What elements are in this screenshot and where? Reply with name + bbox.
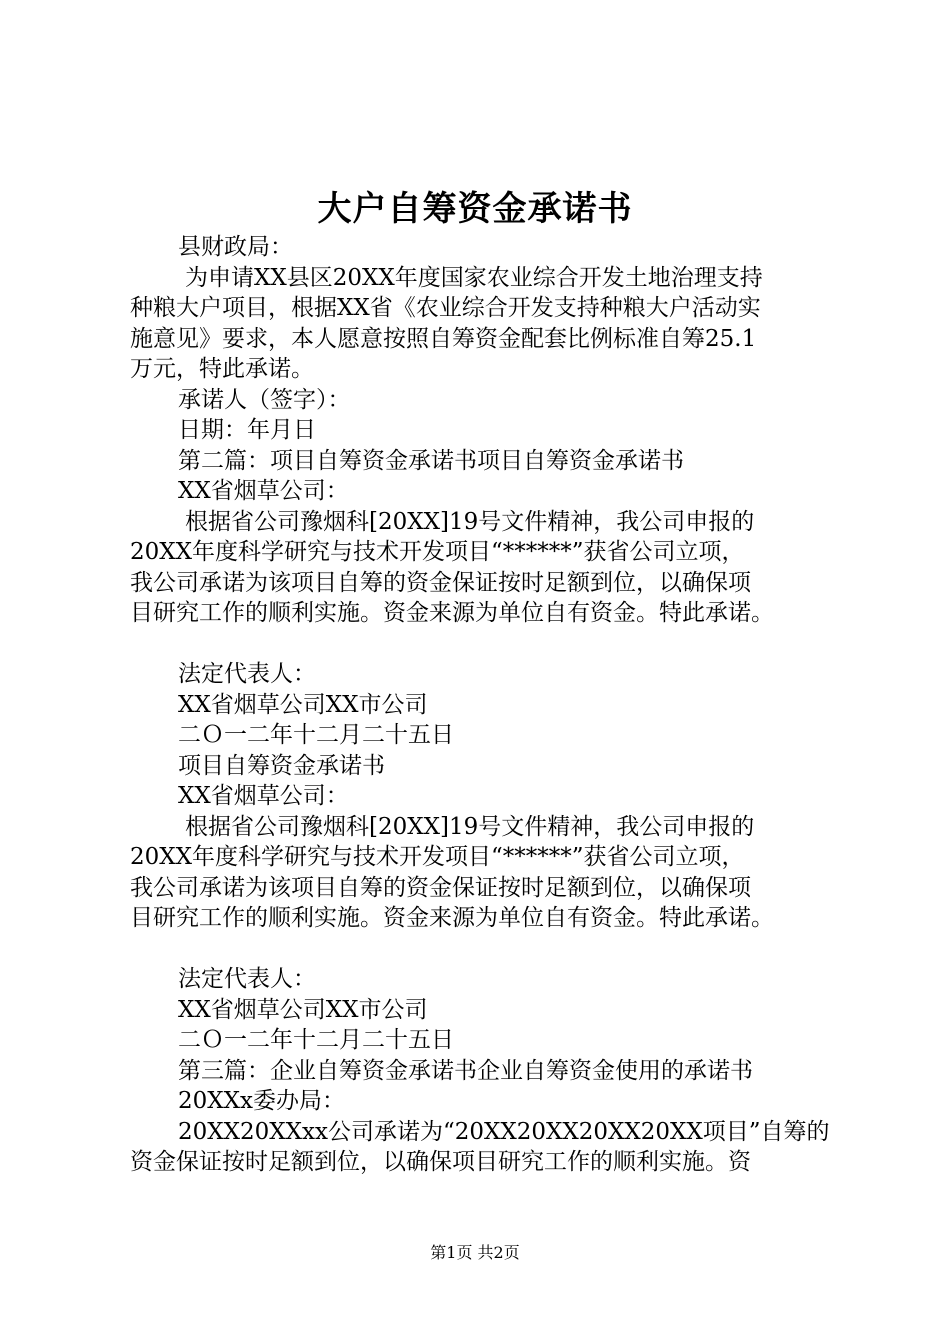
paragraph-line: 目研究工作的顺利实施。资金来源为单位自有资金。特此承诺。 bbox=[130, 600, 774, 626]
paragraph-line: 20XX20XXxx公司承诺为“20XX20XX20XX20XX项目”自筹的 bbox=[178, 1118, 830, 1145]
paragraph-line: 20XX年度科学研究与技术开发项目“******”获省公司立项， bbox=[130, 539, 745, 565]
company-line: XX省烟草公司XX市公司 bbox=[178, 691, 428, 718]
date-line: 日期：年月日 bbox=[178, 417, 316, 443]
paragraph-line: 根据省公司豫烟科[20XX]19号文件精神，我公司申报的 bbox=[185, 508, 755, 535]
date-line: 二Ｏ一二年十二月二十五日 bbox=[178, 722, 454, 748]
paragraph-line: 万元，特此承诺。 bbox=[130, 356, 314, 382]
paragraph-line: 施意见》要求，本人愿意按照自筹资金配套比例标准自筹25.1 bbox=[130, 325, 757, 352]
signature-line: 承诺人（签字）： bbox=[178, 386, 351, 413]
paragraph-line: 我公司承诺为该项目自筹的资金保证按时足额到位，以确保项 bbox=[130, 874, 751, 901]
paragraph-line: 资金保证按时足额到位，以确保项目研究工作的顺利实施。资 bbox=[130, 1149, 751, 1175]
section-heading: 第三篇：企业自筹资金承诺书企业自筹资金使用的承诺书 bbox=[178, 1057, 753, 1084]
legal-representative-line: 法定代表人： bbox=[178, 966, 316, 992]
salutation: XX省烟草公司： bbox=[178, 478, 349, 504]
company-line: XX省烟草公司XX市公司 bbox=[178, 996, 428, 1023]
paragraph-line: 20XX年度科学研究与技术开发项目“******”获省公司立项， bbox=[130, 844, 745, 870]
salutation: 20XXx委办局： bbox=[178, 1088, 345, 1114]
section-heading: 第二篇：项目自筹资金承诺书项目自筹资金承诺书 bbox=[178, 447, 684, 474]
salutation: 县财政局： bbox=[178, 234, 293, 260]
paragraph-line: 目研究工作的顺利实施。资金来源为单位自有资金。特此承诺。 bbox=[130, 905, 774, 931]
date-line: 二Ｏ一二年十二月二十五日 bbox=[178, 1027, 454, 1053]
document-body bbox=[130, 232, 845, 1178]
paragraph-line: 根据省公司豫烟科[20XX]19号文件精神，我公司申报的 bbox=[185, 813, 755, 840]
page-footer: 第1页 共2页 bbox=[430, 1243, 520, 1262]
paragraph-line: 种粮大户项目，根据XX省《农业综合开发支持种粮大户活动实 bbox=[130, 295, 761, 321]
paragraph-line: 我公司承诺为该项目自筹的资金保证按时足额到位，以确保项 bbox=[130, 569, 751, 596]
paragraph-line: 为申请XX县区20XX年度国家农业综合开发土地治理支持 bbox=[185, 264, 763, 291]
legal-representative-line: 法定代表人： bbox=[178, 661, 316, 687]
section-heading: 项目自筹资金承诺书 bbox=[178, 752, 385, 779]
blank-line bbox=[130, 934, 845, 965]
blank-line bbox=[130, 629, 845, 660]
document-title: 大户自筹资金承诺书 bbox=[317, 189, 633, 229]
salutation: XX省烟草公司： bbox=[178, 783, 349, 809]
